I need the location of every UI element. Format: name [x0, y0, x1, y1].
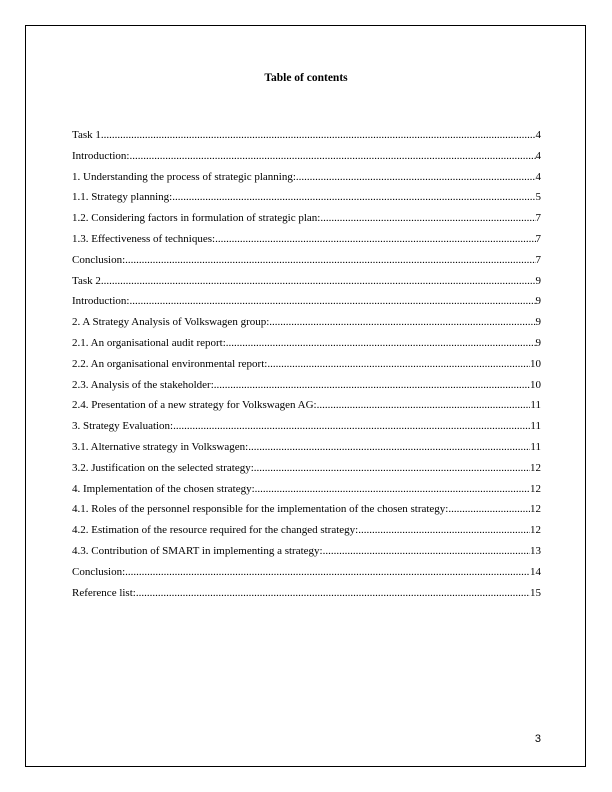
toc-dot-leader: [129, 294, 535, 308]
toc-entry-page: 9: [535, 295, 541, 308]
toc-entry-4[interactable]: [72, 482, 541, 503]
toc-dot-leader: [323, 544, 530, 558]
toc-entry-page: 7: [535, 232, 541, 245]
toc-dot-leader: [125, 253, 535, 267]
toc-dot-leader: [101, 128, 536, 142]
toc-entry-page: 12: [530, 503, 541, 516]
toc-dot-leader: [248, 440, 530, 454]
toc-entry-label: Task 1: [72, 129, 101, 141]
toc-entry-label: 3. Strategy Evaluation:: [72, 420, 174, 433]
toc-entry-page: 12: [530, 461, 541, 474]
toc-entry-label: 4.3. Contribution of SMART in implementing a strategy:: [72, 544, 323, 557]
toc-entry-label: Introduction:: [72, 149, 130, 162]
toc-dot-leader: [136, 586, 530, 600]
toc-entry-page: 5: [535, 191, 541, 204]
toc-dot-leader: [226, 336, 536, 350]
toc-entry-label: 1. Understanding the process of strategic planning:: [72, 170, 296, 183]
toc-entry-label: Conclusion:: [72, 565, 126, 578]
toc-entry-2-2[interactable]: [72, 357, 541, 378]
toc-entry-page: 12: [530, 524, 541, 537]
toc-dot-leader: [267, 357, 530, 371]
toc-entry-page: 9: [535, 274, 541, 287]
toc-entry-page: 13: [530, 544, 541, 557]
toc-dot-leader: [125, 565, 530, 579]
toc-dot-leader: [255, 482, 530, 496]
toc-dot-leader: [317, 398, 531, 412]
toc-list: [72, 128, 541, 606]
toc-entry-label: 4.1. Roles of the personnel responsible for the implementation of the chosen strategy:: [72, 503, 449, 516]
toc-dot-leader: [358, 523, 530, 537]
toc-entry-page: 9: [535, 336, 541, 349]
toc-entry-label: 2.4. Presentation of a new strategy for Volkswagen AG:: [72, 399, 317, 412]
toc-entry-label: 3.2. Justification on the selected strategy:: [72, 461, 254, 474]
toc-entry-label: Introduction:: [72, 295, 130, 308]
toc-entry-4-2[interactable]: [72, 523, 541, 544]
toc-entry-page: 4: [535, 170, 541, 183]
toc-entry-label: 3.1. Alternative strategy in Volkswagen:: [72, 440, 249, 453]
toc-dot-leader: [129, 149, 535, 163]
toc-entry-introduction[interactable]: [72, 149, 541, 170]
toc-dot-leader: [215, 232, 535, 246]
toc-dot-leader: [269, 315, 535, 329]
toc-entry-label: 4.2. Estimation of the resource required for the changed strategy:: [72, 524, 359, 537]
toc-dot-leader: [172, 190, 535, 204]
toc-entry-page: 7: [535, 253, 541, 266]
toc-entry-3-1[interactable]: [72, 440, 541, 461]
toc-entry-page: 4: [535, 129, 541, 141]
toc-entry-conclusion[interactable]: [72, 565, 541, 586]
toc-entry-label: Reference list:: [72, 586, 136, 599]
toc-entry-page: 14: [530, 565, 541, 578]
toc-entry-task-1[interactable]: [72, 128, 541, 149]
toc-entry-page: 11: [530, 399, 541, 412]
toc-entry-label: 2.1. An organisational audit report:: [72, 336, 226, 349]
toc-entry-2[interactable]: [72, 315, 541, 336]
toc-entry-label: 2.2. An organisational environmental report:: [72, 357, 268, 370]
toc-entry-label: 2.3. Analysis of the stakeholder:: [72, 378, 214, 391]
toc-entry-2-3[interactable]: [72, 378, 541, 399]
toc-entry-2-4[interactable]: [72, 398, 541, 419]
toc-dot-leader: [254, 461, 530, 475]
toc-entry-4-3[interactable]: [72, 544, 541, 565]
toc-entry-label: 1.3. Effectiveness of techniques:: [72, 232, 216, 245]
toc-entry-1[interactable]: [72, 170, 541, 191]
toc-entry-page: 4: [535, 149, 541, 162]
toc-entry-conclusion[interactable]: [72, 253, 541, 274]
toc-entry-page: 9: [535, 316, 541, 329]
toc-entry-task-2[interactable]: [72, 274, 541, 295]
toc-entry-page: 11: [530, 440, 541, 453]
toc-dot-leader: [214, 378, 530, 392]
toc-dot-leader: [101, 274, 536, 288]
toc-entry-1-2[interactable]: [72, 211, 541, 232]
toc-entry-reference-list[interactable]: [72, 586, 541, 607]
page-number: 3: [534, 733, 541, 745]
toc-entry-introduction[interactable]: [72, 294, 541, 315]
toc-dot-leader: [296, 170, 536, 184]
toc-dot-leader: [173, 419, 530, 433]
toc-entry-2-1[interactable]: [72, 336, 541, 357]
toc-entry-page: 15: [530, 586, 541, 599]
toc-entry-4-1[interactable]: [72, 502, 541, 523]
toc-dot-leader: [448, 502, 530, 516]
toc-entry-label: 1.2. Considering factors in formulation of strategic plan:: [72, 212, 321, 225]
toc-dot-leader: [320, 211, 535, 225]
toc-title: Table of contents: [264, 72, 348, 84]
toc-entry-label: Conclusion:: [72, 253, 126, 266]
toc-entry-page: 11: [530, 420, 541, 433]
toc-entry-label: 4. Implementation of the chosen strategy:: [72, 482, 255, 495]
toc-entry-1-3[interactable]: [72, 232, 541, 253]
toc-entry-label: 2. A Strategy Analysis of Volkswagen group:: [72, 316, 270, 329]
toc-entry-label: 1.1. Strategy planning:: [72, 191, 173, 204]
toc-entry-page: 7: [535, 212, 541, 225]
toc-entry-page: 10: [530, 378, 541, 391]
toc-entry-3-2[interactable]: [72, 461, 541, 482]
toc-entry-page: 12: [530, 482, 541, 495]
toc-entry-3[interactable]: [72, 419, 541, 440]
toc-entry-label: Task 2: [72, 274, 101, 287]
toc-entry-page: 10: [530, 357, 541, 370]
toc-entry-1-1[interactable]: [72, 190, 541, 211]
